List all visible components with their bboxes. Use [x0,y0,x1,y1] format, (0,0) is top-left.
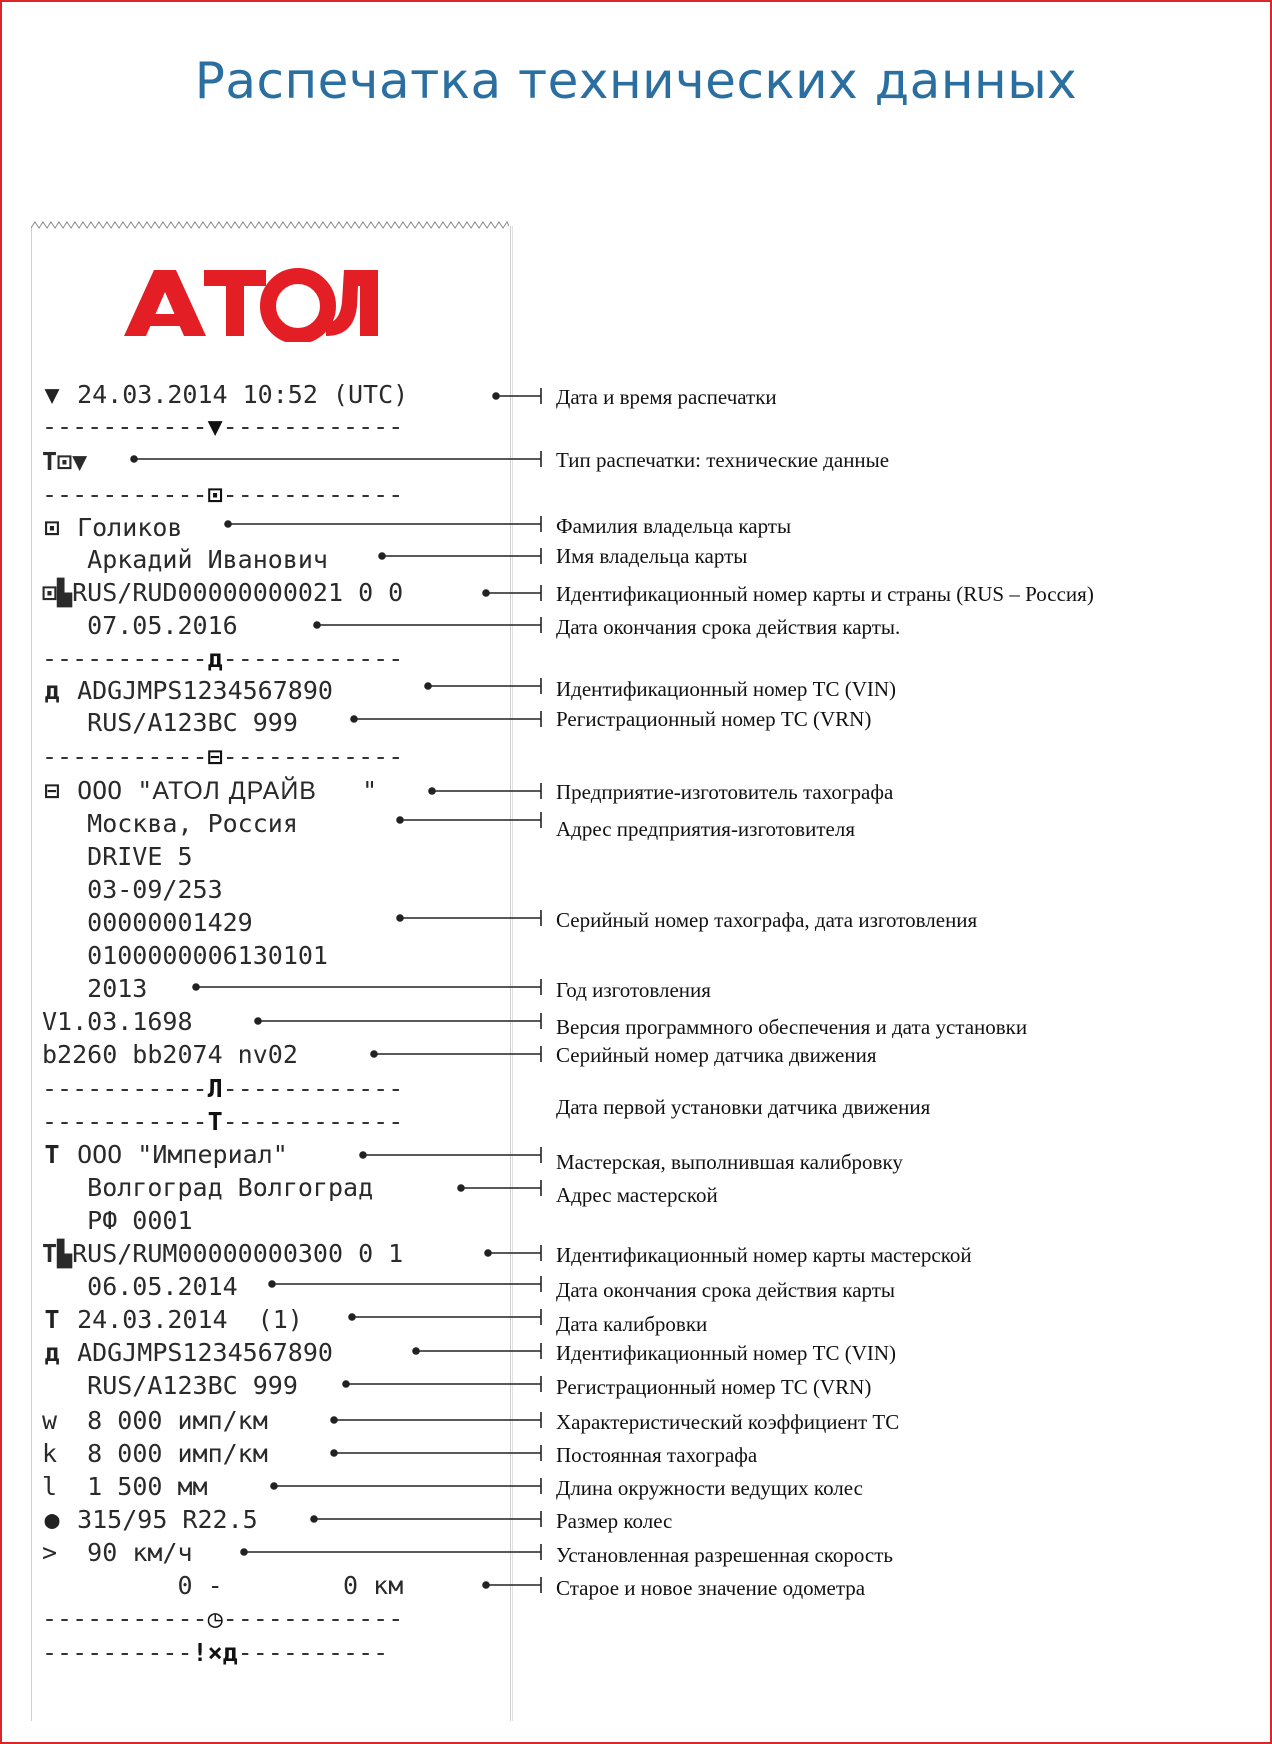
manufacturer-line [42,776,377,806]
workshop-card-icon: T▙ [42,1239,73,1268]
label-calibration-date: Дата калибровки [556,1312,708,1336]
manufacturer-address-line [42,809,298,839]
card-name: Аркадий Иванович [87,545,328,574]
part-number: 0100000006130101 [87,941,328,970]
label-sensor-serial: Серийный номер датчика движения [556,1043,877,1067]
vin-line [42,676,333,706]
l-value: 1 500 мм [87,1472,208,1501]
manufacturer-name: АТОЛ ДРАЙВ [152,777,317,805]
workshop-address-line-2 [42,1206,193,1236]
sensor-line [42,1040,298,1070]
label-vrn: Регистрационный номер ТС (VRN) [556,707,872,731]
label-name: Имя владельца карты [556,544,748,568]
label-speed: Установленная разрешенная скорость [556,1543,893,1567]
serial-number: 00000001429 [87,908,253,937]
label-w: Характеристический коэффициент ТС [556,1410,900,1434]
speed-prefix: > [42,1538,58,1567]
workshop-icon: T [44,1140,60,1169]
k-value: 8 000 имп/км [87,1439,268,1468]
vrn-line-2 [42,1371,298,1401]
separator-tachograph: -----------⊟------------ [42,742,404,771]
atol-logo [120,262,380,342]
model-line [42,842,193,872]
download-marker-icon: ▼ [44,380,60,409]
print-datetime: 24.03.2014 10:52 (UTC) [77,380,409,409]
vrn-line [42,708,298,738]
manufacturer-address: Москва, Россия [87,809,298,838]
manufacturer-suffix: " [362,776,378,805]
separator-clock: -----------◷------------ [42,1604,404,1633]
label-manufacturer: Предприятие-изготовитель тахографа [556,780,894,804]
calibration-date: 24.03.2014 (1) [77,1305,303,1334]
w-value: 8 000 имп/км [87,1406,268,1435]
vehicle-icon: д [44,1338,60,1367]
manufacturer-prefix: ООО " [77,776,153,805]
label-tyre: Размер колес [556,1509,673,1533]
label-serial: Серийный номер тахографа, дата изготовления [556,908,978,932]
workshop-address-line [42,1173,373,1203]
label-year: Год изготовления [556,978,711,1002]
speed-value: 90 км/ч [87,1538,193,1567]
vrn: RUS/A123BC 999 [87,708,298,737]
approval-number: 03-09/253 [87,875,223,904]
tachograph-icon: ⊟ [44,776,60,805]
name-line [42,545,328,575]
tyre-size: 315/95 R22.5 [77,1505,258,1534]
label-workshop: Мастерская, выполнившая калибровку [556,1150,903,1174]
w-prefix: w [42,1406,58,1435]
serial-line-2 [42,941,328,971]
speed-line [42,1538,193,1568]
label-l: Длина окружности ведущих колес [556,1476,863,1500]
print-datetime-line [42,380,408,410]
sensor-serial: b2260 bb2074 nv02 [42,1040,298,1069]
print-type-symbol: T⊡▼ [42,447,88,476]
card-id-icon: ⊡▙ [42,578,73,607]
separator-calibration: -----------T------------ [42,1107,404,1136]
wheel-icon: ● [44,1505,60,1534]
model: DRIVE 5 [87,842,193,871]
page-title: Распечатка технических данных [194,52,1078,110]
vehicle-icon: д [44,676,60,705]
print-type-line [42,447,87,477]
k-line [42,1439,268,1469]
label-workshop-card-expiry: Дата окончания срока действия карты [556,1278,896,1302]
separator-card-holder: -----------⊡------------ [42,480,404,509]
separator-sensor: -----------Л------------ [42,1074,404,1103]
w-line [42,1406,268,1436]
label-print-datetime: Дата и время распечатки [556,385,777,409]
label-odometer: Старое и новое значение одометра [556,1576,866,1600]
odometer-new: 0 км [343,1571,404,1600]
workshop-card-expiry-line [42,1272,238,1302]
card-surname: Голиков [77,513,183,542]
year-line [42,974,147,1004]
tyre-line [42,1505,258,1535]
label-workshop-address: Адрес мастерской [556,1183,718,1207]
label-manufacturer-address: Адрес предприятия-изготовителя [556,817,855,841]
calibration-icon: T [44,1305,60,1334]
card-expiry: 07.05.2016 [87,611,238,640]
surname-line [42,513,182,543]
workshop-address-2: РФ 0001 [87,1206,193,1235]
label-card-id: Идентификационный номер карты и страны (RUS – Россия) [556,582,1094,606]
label-vin-2: Идентификационный номер ТС (VIN) [556,1341,897,1365]
card-expiry-line [42,611,238,641]
vin-2: ADGJMPS1234567890 [77,1338,333,1367]
l-line [42,1472,208,1502]
label-k: Постоянная тахографа [556,1443,758,1467]
label-vrn-2: Регистрационный номер ТС (VRN) [556,1375,872,1399]
calibration-date-line [42,1305,303,1335]
label-card-expiry: Дата окончания срока действия карты. [556,615,901,639]
serial-line-1 [42,908,253,938]
odometer-line [42,1571,403,1601]
workshop-card-expiry: 06.05.2014 [87,1272,238,1301]
card-id-line [42,578,403,608]
workshop-name: ООО "Империал" [77,1140,288,1169]
k-prefix: k [42,1439,58,1468]
vrn-2: RUS/A123BC 999 [87,1371,298,1400]
odometer-old: 0 - [177,1571,223,1600]
approval-line [42,875,223,905]
label-sensor-install-date: Дата первой установки датчика движения [556,1095,931,1119]
software-version: V1.03.1698 [42,1007,193,1036]
l-prefix: l [42,1472,58,1501]
receipt-torn-edge [31,218,509,230]
vin: ADGJMPS1234567890 [77,676,333,705]
label-surname: Фамилия владельца карты [556,514,792,538]
card-id: RUS/RUD00000000021 0 0 [72,578,404,607]
manufacture-year: 2013 [87,974,148,1003]
card-icon: ⊡ [44,513,60,542]
label-workshop-card-id: Идентификационный номер карты мастерской [556,1243,972,1267]
separator-vehicle: -----------д------------ [42,644,404,673]
workshop-address: Волгоград Волгоград [87,1173,374,1202]
workshop-card-line [42,1239,403,1269]
workshop-card-id: RUS/RUM00000000300 0 1 [72,1239,404,1268]
label-vin: Идентификационный номер ТС (VIN) [556,677,897,701]
workshop-line [42,1140,288,1170]
separator-faults: ----------!×д---------- [42,1638,389,1667]
label-print-type: Тип распечатки: технические данные [556,448,890,472]
vin-line-2 [42,1338,333,1368]
label-software: Версия программного обеспечения и дата установки [556,1015,1028,1039]
separator-download: -----------▼------------ [42,412,404,441]
software-line [42,1007,193,1037]
